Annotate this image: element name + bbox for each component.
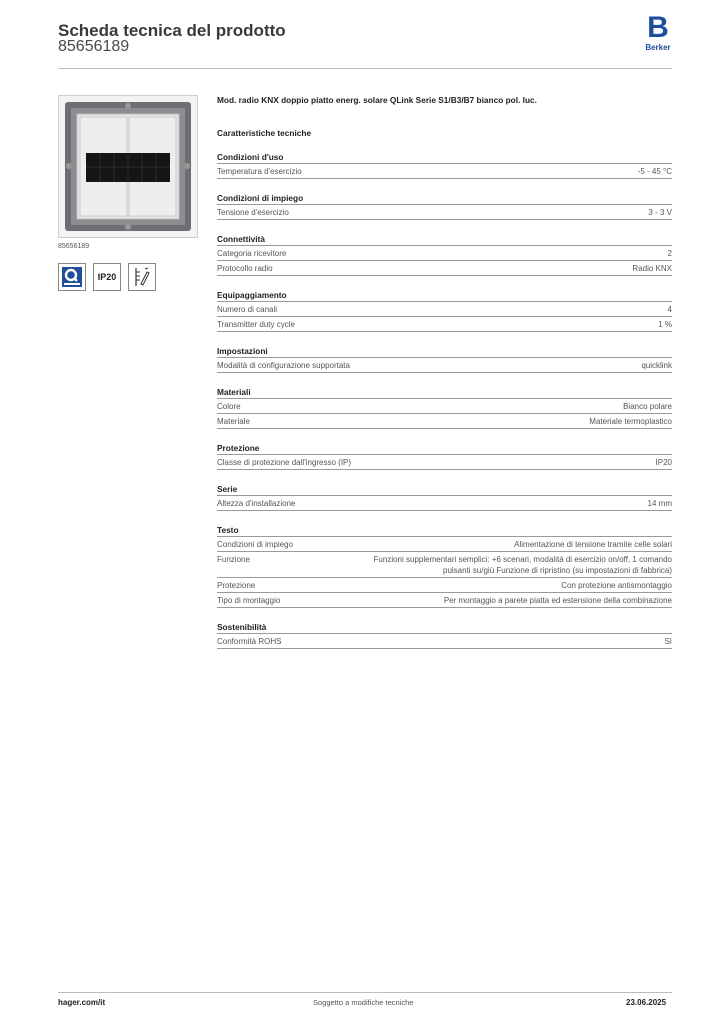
spec-section-title: Materiali xyxy=(217,387,672,399)
section-title: Caratteristiche tecniche xyxy=(217,128,312,138)
spec-section-title: Condizioni d'uso xyxy=(217,152,672,164)
spec-value: 1 % xyxy=(658,320,672,329)
spec-section-title: Testo xyxy=(217,525,672,537)
spec-section-title: Protezione xyxy=(217,443,672,455)
spec-row xyxy=(217,552,672,578)
page-title: Scheda tecnica del prodotto xyxy=(58,21,286,40)
spec-key: Transmitter duty cycle xyxy=(217,320,295,329)
spec-value: Sì xyxy=(664,637,672,646)
spec-value: -5 - 45 °C xyxy=(637,167,672,176)
footer-note: Soggetto a modifiche tecniche xyxy=(313,998,414,1007)
spec-value: quicklink xyxy=(641,361,672,370)
spec-value: 3 - 3 V xyxy=(648,208,672,217)
spec-section xyxy=(217,443,672,480)
spec-row xyxy=(217,358,672,373)
spec-row xyxy=(217,496,672,511)
spec-key: Materiale xyxy=(217,417,250,426)
product-image xyxy=(58,95,198,238)
spec-section xyxy=(217,484,672,521)
spec-section-title: Impostazioni xyxy=(217,346,672,358)
spec-section-title: Sostenibilità xyxy=(217,622,672,634)
spec-key: Protezione xyxy=(217,581,256,590)
spec-section xyxy=(217,387,672,439)
brand-name: Berker xyxy=(645,43,671,52)
brand-letter: B xyxy=(647,11,669,44)
spec-section xyxy=(217,152,672,189)
spec-key: Altezza d'installazione xyxy=(217,499,296,508)
spec-key: Tensione d'esercizio xyxy=(217,208,289,217)
spec-row xyxy=(217,399,672,414)
spec-row xyxy=(217,455,672,470)
spec-row xyxy=(217,317,672,332)
spec-value: Funzioni supplementari semplici: +6 scenari, modalità di esercizio on/off, 1 comando pulsanti su/giù Funzione di ripristino (su impostazioni di fabbrica) xyxy=(373,555,672,575)
spec-row xyxy=(217,246,672,261)
spec-value: 4 xyxy=(667,305,672,314)
spec-key: Modalità di configurazione supportata xyxy=(217,361,350,370)
spec-sections xyxy=(217,152,672,659)
brand-logo xyxy=(641,11,675,52)
feature-icons xyxy=(58,263,156,291)
spec-row xyxy=(217,261,672,276)
spec-key: Classe di protezione dall'ingresso (IP) xyxy=(217,458,352,467)
product-title: Mod. radio KNX doppio piatto energ. solare QLink Serie S1/B3/B7 bianco pol. luc. xyxy=(217,95,537,105)
ip20-label: IP20 xyxy=(97,272,117,282)
spec-value: Per montaggio a parete piatta ed estensione della combinazione xyxy=(443,596,672,605)
spec-row xyxy=(217,205,672,220)
spec-row xyxy=(217,302,672,317)
image-caption: 85656189 xyxy=(58,243,90,250)
footer-divider xyxy=(58,992,672,993)
quicklink-icon xyxy=(58,263,86,291)
spec-key: Protocollo radio xyxy=(217,264,273,273)
spec-section-title: Serie xyxy=(217,484,672,496)
spec-key: Numero di canali xyxy=(217,305,278,314)
header-divider xyxy=(58,68,672,69)
spec-sheet xyxy=(217,95,672,659)
spec-value: Radio KNX xyxy=(632,264,672,273)
spec-row xyxy=(217,578,672,593)
spec-section xyxy=(217,622,672,659)
installation-depth-icon xyxy=(128,263,156,291)
spec-value: 14 mm xyxy=(647,499,672,508)
spec-value: Alimentazione di tensione tramite celle solari xyxy=(514,540,672,549)
spec-section-title: Condizioni di impiego xyxy=(217,193,672,205)
spec-key: Colore xyxy=(217,402,241,411)
footer-date: 23.06.2025 xyxy=(626,998,667,1007)
spec-section-title: Equipaggiamento xyxy=(217,290,672,302)
spec-row xyxy=(217,537,672,552)
spec-value: IP20 xyxy=(655,458,672,467)
product-code: 85656189 xyxy=(58,38,130,55)
spec-key: Temperatura d'esercizio xyxy=(217,167,302,176)
spec-value: Materiale termoplastico xyxy=(589,417,672,426)
spec-section xyxy=(217,234,672,286)
spec-key: Funzione xyxy=(217,555,250,564)
spec-key: Conformità ROHS xyxy=(217,637,282,646)
spec-row xyxy=(217,634,672,649)
spec-section xyxy=(217,193,672,230)
spec-key: Condizioni di impiego xyxy=(217,540,294,549)
spec-section-title: Connettività xyxy=(217,234,672,246)
footer-website: hager.com/it xyxy=(58,998,106,1007)
spec-value: Bianco polare xyxy=(623,402,672,411)
spec-row xyxy=(217,164,672,179)
spec-section xyxy=(217,525,672,618)
spec-key: Categoria ricevitore xyxy=(217,249,287,258)
spec-key: Tipo di montaggio xyxy=(217,596,281,605)
spec-section xyxy=(217,290,672,342)
spec-value: Con protezione antismontaggio xyxy=(561,581,672,590)
spec-row xyxy=(217,414,672,429)
spec-section xyxy=(217,346,672,383)
spec-value: 2 xyxy=(667,249,672,258)
ip20-badge xyxy=(93,263,121,291)
spec-row xyxy=(217,593,672,608)
